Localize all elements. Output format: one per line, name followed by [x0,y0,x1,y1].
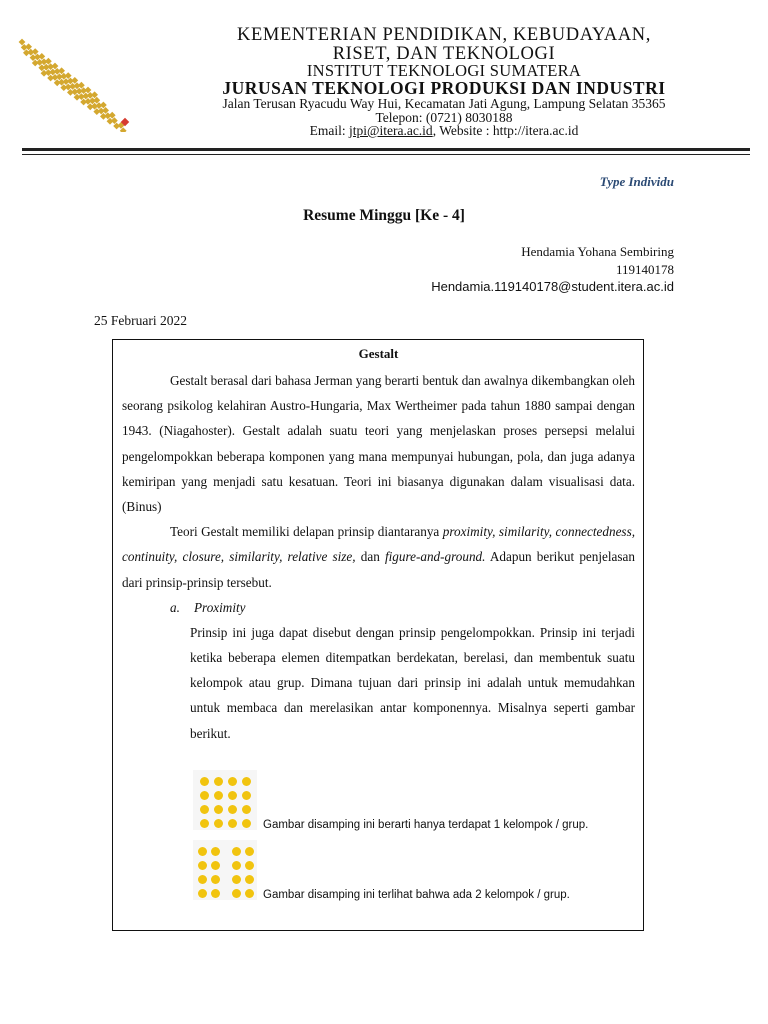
figure-dot [200,777,209,786]
figure-dot [232,875,241,884]
author-nim: 119140178 [615,261,674,277]
figure-dot [245,861,254,870]
page-title: Resume Minggu [Ke - 4] [303,207,465,224]
proximity-figure-1 [193,770,257,830]
p2-text: Teori Gestalt memiliki delapan prinsip diantaranya [170,524,443,540]
figure-dot [214,791,223,800]
figure-1-caption: Gambar disamping ini berarti hanya terdapat 1 kelompok / grup. [263,819,589,831]
contact-line [130,124,758,138]
letterhead [130,26,758,138]
ministry-line-1: KEMENTERIAN PENDIDIKAN, KEBUDAYAAN, [237,25,651,45]
header-rule-thin [22,154,750,155]
figure-dot [242,819,251,828]
figure-dot [245,875,254,884]
figure-2-caption: Gambar disamping ini terlihat bahwa ada 2 kelompok / grup. [263,889,570,901]
item-label: Proximity [194,599,246,615]
figure-dot [198,861,207,870]
figure-dot [200,819,209,828]
figure-dot [214,819,223,828]
list-item-proximity [122,595,635,620]
address: Jalan Terusan Ryacudu Way Hui, Kecamatan Jati Agung, Lampung Selatan 35365 [222,96,666,111]
phone: Telepon: (0721) 8030188 [375,109,513,125]
figure-dot [232,861,241,870]
item-marker: a. [170,599,180,615]
proximity-text: Prinsip ini juga dapat disebut dengan prinsip pengelompokkan. Prinsip ini terjadi ketika beberapa elemen ditempatkan berdekatan, berelasi, dan membentuk suatu kelompok atau grup. Dimana tujuan dari prinsip ini adalah untuk memudahkan untuk membaca dan merelasikan antar komponennya. Misalnya seperti gambar berikut. [190,624,635,741]
institute-name: INSTITUT TEKNOLOGI SUMATERA [306,61,582,80]
department-name: JURUSAN TEKNOLOGI PRODUKSI DAN INDUSTRI [222,77,666,98]
figure-dot [242,791,251,800]
type-label: Type Individu [599,174,674,189]
figure-dot [245,847,254,856]
principles-list: proximity, similarity, connectedness, continuity, closure, similarity, relative size, [122,524,635,565]
paragraph-2 [122,519,635,595]
figure-dot [228,777,237,786]
email-label: Email: [309,123,350,138]
author-email: Hendamia.119140178@student.itera.ac.id [431,279,674,294]
figure-dot [242,777,251,786]
email-link[interactable]: jtpi@itera.ac.id [349,123,433,138]
figure-dot [198,847,207,856]
figure-dot [211,847,220,856]
figure-dot [198,875,207,884]
date: 25 Februari 2022 [94,313,187,328]
p2-and: dan [355,549,385,565]
website: , Website : http://itera.ac.id [432,123,579,138]
figure-dot [211,875,220,884]
figure-dot [245,889,254,898]
figure-dot [228,791,237,800]
author-name: Hendamia Yohana Sembiring [521,244,674,259]
figure-dot [200,805,209,814]
paragraph-1: Gestalt berasal dari bahasa Jerman yang berarti bentuk dan awalnya dikembangkan oleh seorang psikolog kelahiran Austro-Hungaria, Max Wertheimer pada tahun 1880 sampai dengan 1943. (Niagahoster). Gestalt adalah suatu teori yang menjelaskan proses persepsi melalui pengelompokkan beberapa komponen yang mana mempunyai hubungan, pola, dan juga adanya kemiripan yang menjadi satu kesatuan. Teori ini biasanya digunakan dalam visualisasi data. (Binus) [122,373,635,515]
itera-logo-icon [14,36,136,132]
header-rule-thick [22,148,750,151]
figure-dot [198,889,207,898]
figure-dot [232,847,241,856]
p2-end: Adapun berikut penjelasan dari prinsip-prinsip tersebut. [122,549,635,590]
figure-dot [242,805,251,814]
figure-dot [214,805,223,814]
author-block [431,243,674,296]
figure-dot [214,777,223,786]
figure-dot [228,819,237,828]
figure-dot [232,889,241,898]
proximity-figure-2 [193,840,257,900]
content-box [112,339,644,931]
figure-dot [211,889,220,898]
figure-dot [211,861,220,870]
figure-dot [200,791,209,800]
box-title: Gestalt [358,346,399,361]
principle-last: figure-and-ground. [384,549,486,565]
ministry-line-2: RISET, DAN TEKNOLOGI [332,43,556,64]
figure-dot [228,805,237,814]
